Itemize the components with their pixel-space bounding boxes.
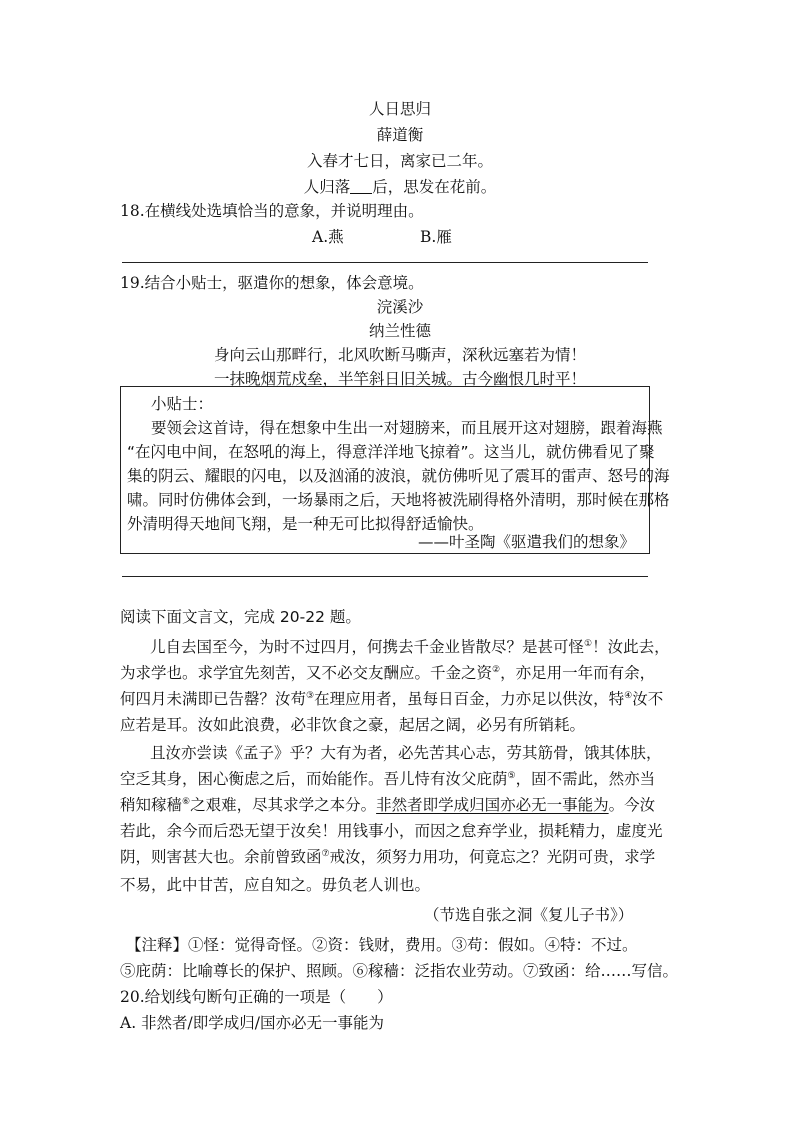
- footnote-marker: ⑥: [182, 796, 191, 807]
- footnote-marker: ③: [306, 690, 315, 701]
- passage-p2-line-1: 且汝亦尝读《孟子》乎？大有为者，必先苦其心志，劳其筋骨，饿其体肤，: [150, 744, 662, 762]
- question-18-stem: 18.在横线处选填恰当的意象，并说明理由。: [120, 202, 424, 220]
- text: ，亦足用一年而有余，: [500, 664, 656, 682]
- text: ，固不需此，然亦当: [515, 770, 656, 788]
- footnote-marker: ②: [492, 664, 501, 675]
- passage-p2-line-5: [120, 846, 655, 868]
- text: 汝不: [632, 690, 664, 708]
- poem-2-line-1: 身向云山那畔行，北风吹断马嘶声，深秋远塞若为情！: [213, 346, 586, 364]
- poem-line-1: 入春才七日，离家已二年。: [306, 152, 493, 170]
- tip-line-1: 要领会这首诗，得在想象中生出一对翅膀来，而且展开这对翅膀，跟着海燕: [151, 419, 663, 437]
- text: 在理应用者，虽每日百金，力亦足以供汝，特: [314, 690, 625, 708]
- poem-line-2-after: 后，思发在花前。: [372, 178, 497, 196]
- poem-line-2-before: 人归落: [303, 178, 351, 196]
- notes-line-2: ⑤庇荫：比喻尊长的保护、照顾。⑥稼穑：泛指农业劳动。⑦致函：给……写信。: [120, 962, 679, 980]
- passage-p2-line-6: 不易，此中甘苦，应自知之。毋负老人训也。: [120, 876, 431, 894]
- poem-line-2: [0, 176, 800, 198]
- poem-title: 人日思归: [368, 100, 431, 118]
- fill-blank[interactable]: [350, 179, 372, 194]
- question-19-stem: 19.结合小贴士，驱遣你的想象，体会意境。: [120, 274, 424, 292]
- poem-2-title: 浣溪沙: [376, 298, 424, 316]
- tip-line-3: 集的阴云、耀眼的闪电，以及汹涌的波浪，就仿佛听见了震耳的雷声、怒号的海: [127, 467, 670, 485]
- footnote-marker: ①: [584, 638, 593, 649]
- text: 戒汝，须努力用功，何竟忘之？光阴可贵，求学: [329, 848, 656, 866]
- answer-line-19[interactable]: [122, 576, 648, 577]
- text: 。今汝: [608, 796, 656, 814]
- poem-2-line-2: 一抹晚烟荒戍垒，半竿斜日旧关城。古今幽恨几时平！: [213, 370, 586, 388]
- tip-line-5: 外清明得天地间飞翔，是一种无可比拟得舒适愉快。: [127, 515, 484, 533]
- answer-line-18[interactable]: [122, 262, 648, 263]
- footnote-marker: ④: [624, 690, 633, 701]
- text: 空乏其身，困心衡虑之后，而始能作。吾儿恃有汝父庇荫: [120, 770, 508, 788]
- tip-source: ——叶圣陶《驱遣我们的想象》: [417, 533, 635, 551]
- text: 为求学也。求学宜先刻苦，又不必交友酬应。千金之资: [120, 664, 493, 682]
- passage-p2-line-3: [120, 794, 655, 816]
- tip-box: [120, 386, 670, 554]
- poem-2-author: 纳兰性德: [368, 322, 431, 340]
- footnote-marker: ⑦: [321, 848, 330, 859]
- passage-p1-line-4: 应若是耳。汝如此浪费，必非饮食之豪，起居之阔，必另有所销耗。: [120, 716, 586, 734]
- passage-p1-line-2: [120, 662, 655, 684]
- notes-line-1: 【注释】①怪：觉得奇怪。②资：钱财，费用。③苟：假如。④特：不过。: [126, 936, 638, 954]
- tip-line-2: “在闪电中间，在怒吼的海上，得意洋洋地飞掠着”。这当儿，就仿佛看见了聚: [127, 443, 655, 461]
- tip-line-4: 啸。同时仿佛体会到，一场暴雨之后，天地将被洗刷得格外清明，那时候在那格: [127, 491, 670, 509]
- reading-intro: 阅读下面文言文，完成 20-22 题。: [120, 608, 361, 626]
- tip-heading: 小贴士：: [151, 395, 214, 413]
- underlined-sentence: 非然者即学成归国亦必无一事能为: [376, 796, 609, 814]
- text: 稍知稼穑: [120, 796, 183, 814]
- passage-p2-line-2: [120, 768, 655, 790]
- question-20-option-a[interactable]: A. 非然者/即学成归/国亦必无一事能为: [120, 1014, 384, 1032]
- footnote-marker: ⑤: [507, 770, 516, 781]
- passage-p2-line-4: 若此，余今而后恐无望于汝矣！用钱事小，而因之怠弃学业，损耗精力，虚度光: [120, 822, 663, 840]
- poem-author: 薛道衡: [376, 126, 424, 144]
- passage-p1-line-3: [120, 688, 663, 710]
- text: ！汝此去，: [592, 638, 670, 656]
- text: 之艰难，尽其求学之本分。: [190, 796, 377, 814]
- question-18-option-b[interactable]: B.雁: [420, 228, 452, 246]
- question-18-option-a[interactable]: A.燕: [312, 228, 344, 246]
- question-20-stem: 20.给划线句断句正确的一项是（ ）: [120, 988, 393, 1006]
- passage-p1-line-1: [150, 636, 670, 658]
- passage-source: （节选自张之洞《复儿子书》）: [424, 906, 634, 924]
- text: 何四月未满即已告罄？汝苟: [120, 690, 307, 708]
- text: 阴，则害甚大也。余前曾致函: [120, 848, 322, 866]
- text: 儿自去国至今，为时不过四月，何携去千金业皆散尽？是甚可怪: [150, 638, 585, 656]
